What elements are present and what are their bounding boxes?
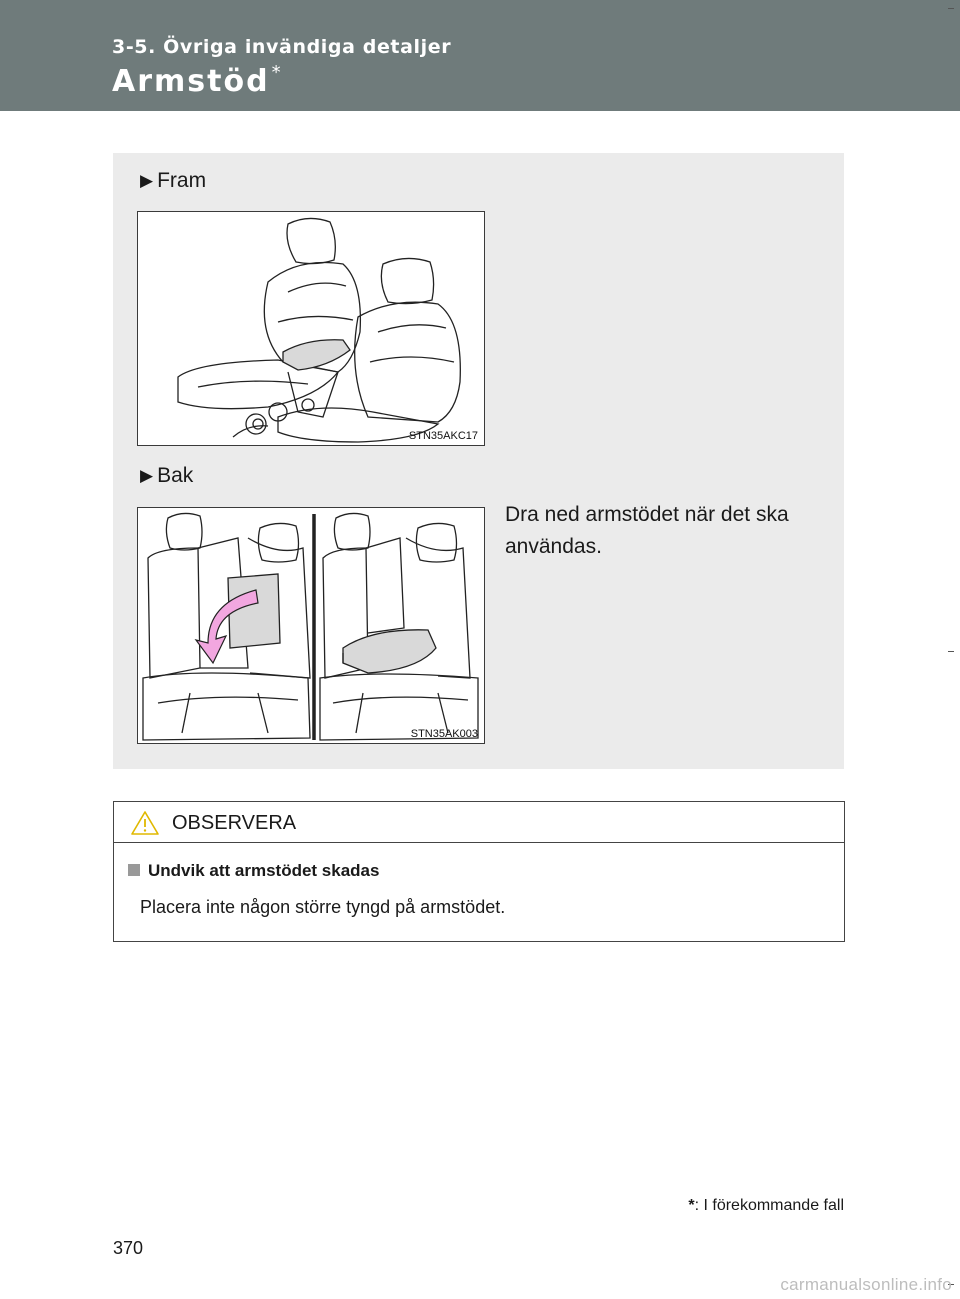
section-title: 3-5. Övriga invändiga detaljer: [112, 36, 452, 58]
caution-box: [113, 801, 845, 942]
rear-seats-drawing: [138, 508, 484, 743]
caution-title: OBSERVERA: [172, 812, 297, 834]
caution-header: [114, 802, 844, 843]
page-number: 370: [113, 1238, 144, 1258]
crop-mark: [948, 8, 954, 9]
caution-body: Placera inte någon större tyngd på armstödet.: [140, 897, 506, 917]
caution-subheading-text: Undvik att armstödet skadas: [148, 861, 380, 880]
front-subheading: [140, 169, 206, 193]
rear-figure-code: STN35AK003: [410, 728, 478, 740]
crop-mark: [948, 651, 954, 652]
page-header: [0, 0, 960, 111]
front-label: Fram: [157, 169, 207, 192]
page-title: [112, 64, 283, 99]
bullet-square-icon: [128, 864, 140, 876]
content-panel: [113, 153, 844, 769]
instruction-text: Dra ned armstödet när det ska användas.: [505, 503, 789, 558]
warning-triangle-icon: [130, 810, 160, 836]
page-title-text: Armstöd: [112, 64, 270, 99]
title-footnote-marker: *: [271, 62, 283, 83]
front-figure-code: STN35AKC17: [408, 430, 478, 442]
rear-subheading: [140, 464, 193, 488]
footnote: [688, 1197, 844, 1215]
footnote-marker: *: [688, 1197, 695, 1214]
triangle-arrow-icon: ▶: [140, 171, 154, 190]
watermark: carmanualsonline.info: [780, 1275, 952, 1294]
front-armrest-illustration: [137, 211, 485, 446]
footnote-text: : I förekommande fall: [694, 1197, 844, 1214]
front-seats-drawing: [138, 212, 484, 445]
triangle-arrow-icon: ▶: [140, 466, 154, 485]
rear-armrest-illustration: [137, 507, 485, 744]
caution-subheading: [128, 861, 379, 881]
rear-label: Bak: [157, 464, 194, 487]
